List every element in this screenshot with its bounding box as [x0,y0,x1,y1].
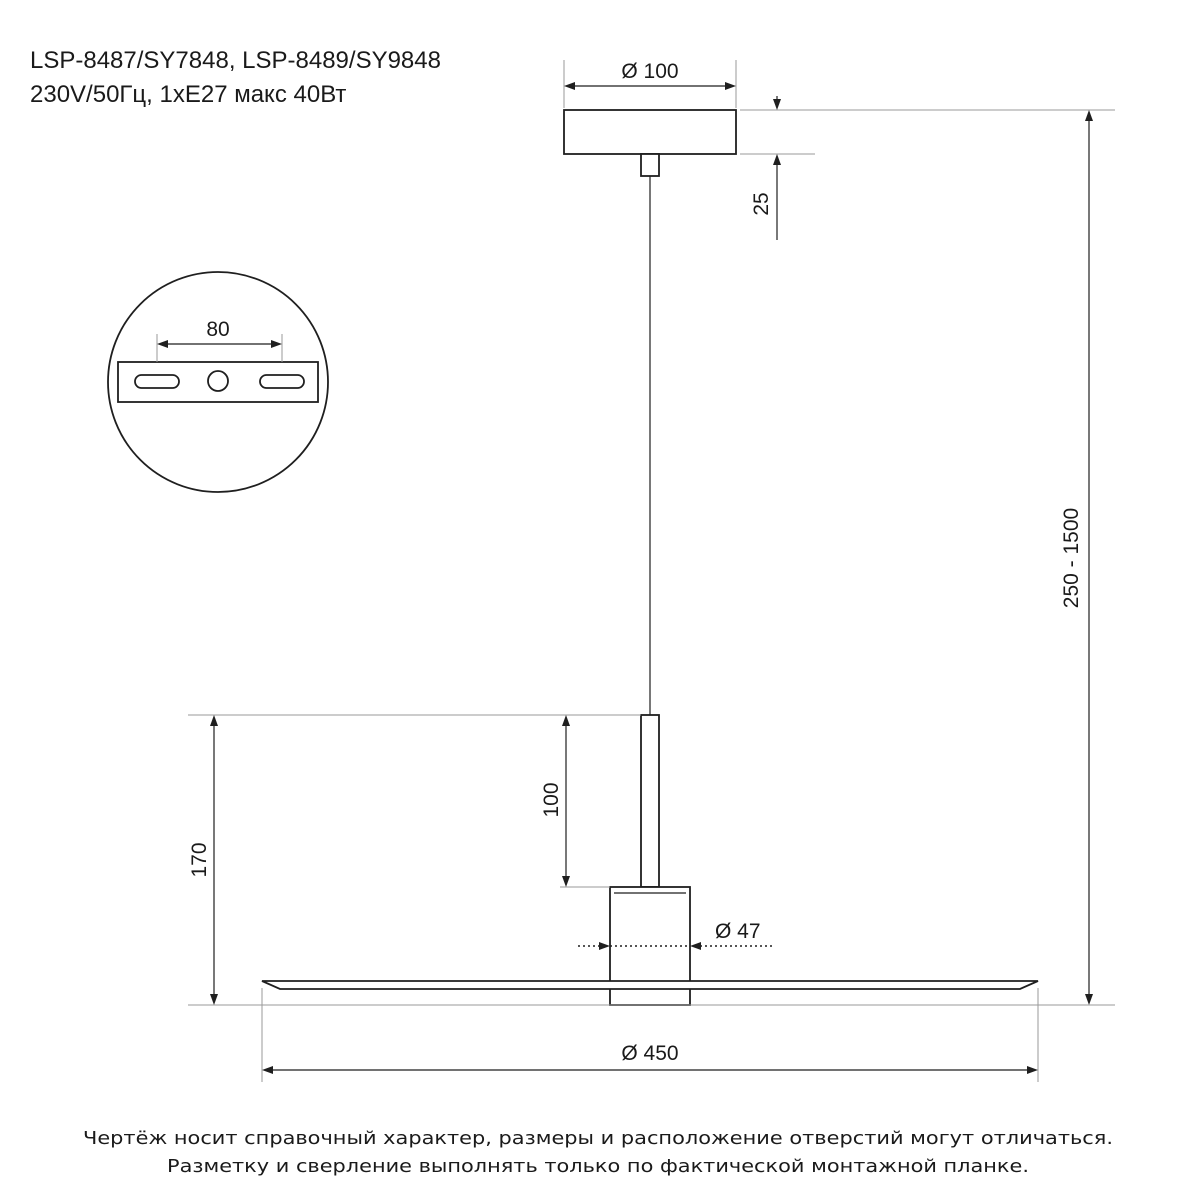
footer-note-line-1: Чертёж носит справочный характер, размеры и расположение отверстий могут отличаться. [83,1128,1113,1149]
total-height-dimension [1060,110,1093,1005]
lamp-body [262,715,1038,1005]
rod-length-dimension [188,715,641,887]
canopy-height-label: 25 [750,192,773,216]
model-numbers: LSP-8487/SY7848, LSP-8489/SY9848 [30,47,441,74]
mounting-slot-left [135,375,179,388]
total-height-label: 250 - 1500 [1060,507,1083,609]
connecting-rod [641,715,659,887]
canopy-height-dimension [740,96,1115,240]
canopy-diameter-label: Ø 100 [621,60,679,83]
socket-diameter-label: Ø 47 [715,920,761,943]
rod-length-label: 100 [540,782,563,818]
center-hole [208,371,228,391]
mounting-slot-right [260,375,304,388]
canopy-diameter-dimension [564,60,736,108]
lamp-height-label: 170 [188,842,211,878]
ceiling-canopy [564,110,736,176]
plate-spacing-label: 80 [206,318,230,341]
disc-shade [262,981,1038,989]
mounting-plate-detail [108,272,328,492]
footer-note-line-2: Разметку и сверление выполнять только по фактической монтажной планке. [167,1156,1029,1177]
shade-diameter-label: Ø 450 [621,1042,679,1065]
electrical-specs: 230V/50Гц, 1xE27 макс 40Вт [30,81,347,108]
